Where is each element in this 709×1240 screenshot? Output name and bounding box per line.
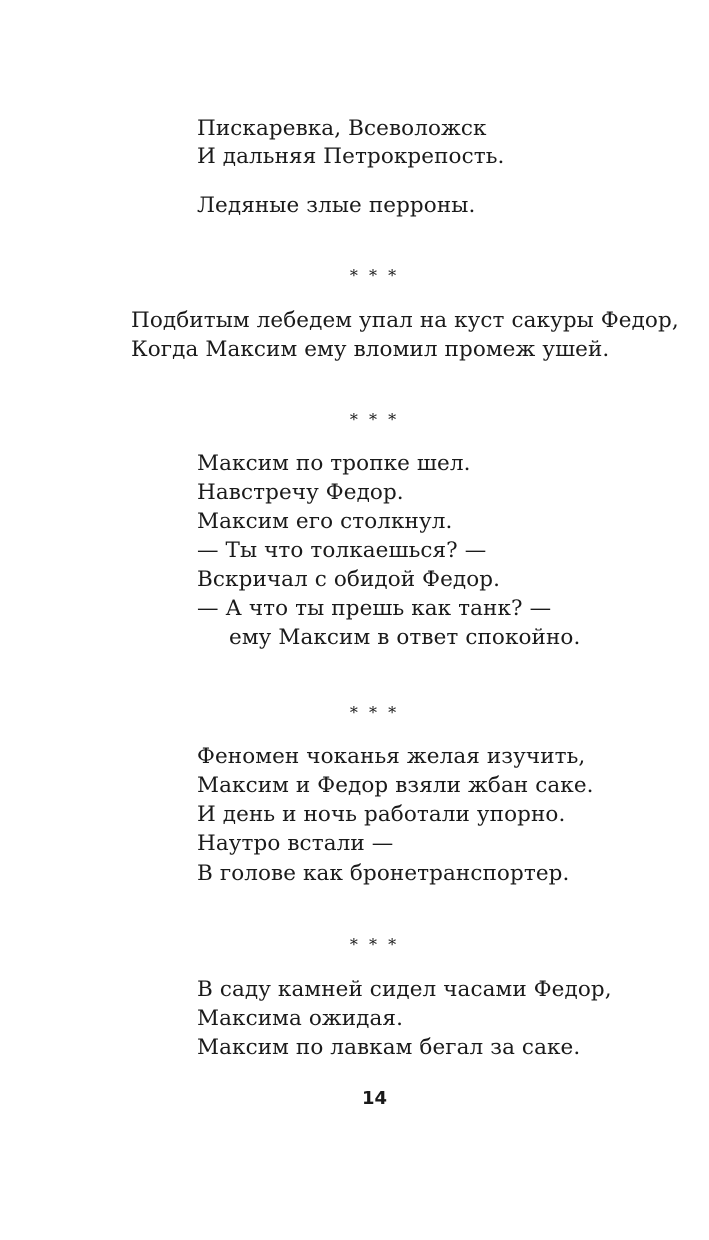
section-separator: * * * [349,703,400,722]
section-separator: * * * [349,266,400,285]
poem-line: — Ты что толкаешься? — [197,538,487,563]
page-number: 14 [361,1088,388,1109]
poem-line: Максим и Федор взяли жбан саке. [197,773,594,798]
poem-line: В саду камней сидел часами Федор, [197,977,612,1002]
poem-line: Подбитым лебедем упал на куст сакуры Федор, [131,308,679,333]
poem-line: И день и ночь работали упорно. [197,802,566,827]
poem-line: — А что ты прешь как танк? — [197,596,552,621]
poem-line: Наутро встали — [197,831,394,856]
poem-line: Пискаревка, Всеволожск [197,116,487,141]
poem-line: Максим по лавкам бегал за саке. [197,1035,581,1060]
poem-line: Максим по тропке шел. [197,451,471,476]
poem-line: Ледяные злые перроны. [197,193,476,218]
section-separator: * * * [349,410,400,429]
poem-line: И дальняя Петрокрепость. [197,144,505,169]
poem-line: Навстречу Федор. [197,480,404,505]
section-separator: * * * [349,935,400,954]
poem-line: Вскричал с обидой Федор. [197,567,501,592]
poem-line: Когда Максим ему вломил промеж ушей. [131,337,610,362]
poem-line: ему Максим в ответ спокойно. [229,625,581,650]
poem-line: Максима ожидая. [197,1006,404,1031]
poem-line: Феномен чоканья желая изучить, [197,744,586,769]
poem-line: Максим его столкнул. [197,509,453,534]
poem-line: В голове как бронетранспортер. [197,861,570,886]
